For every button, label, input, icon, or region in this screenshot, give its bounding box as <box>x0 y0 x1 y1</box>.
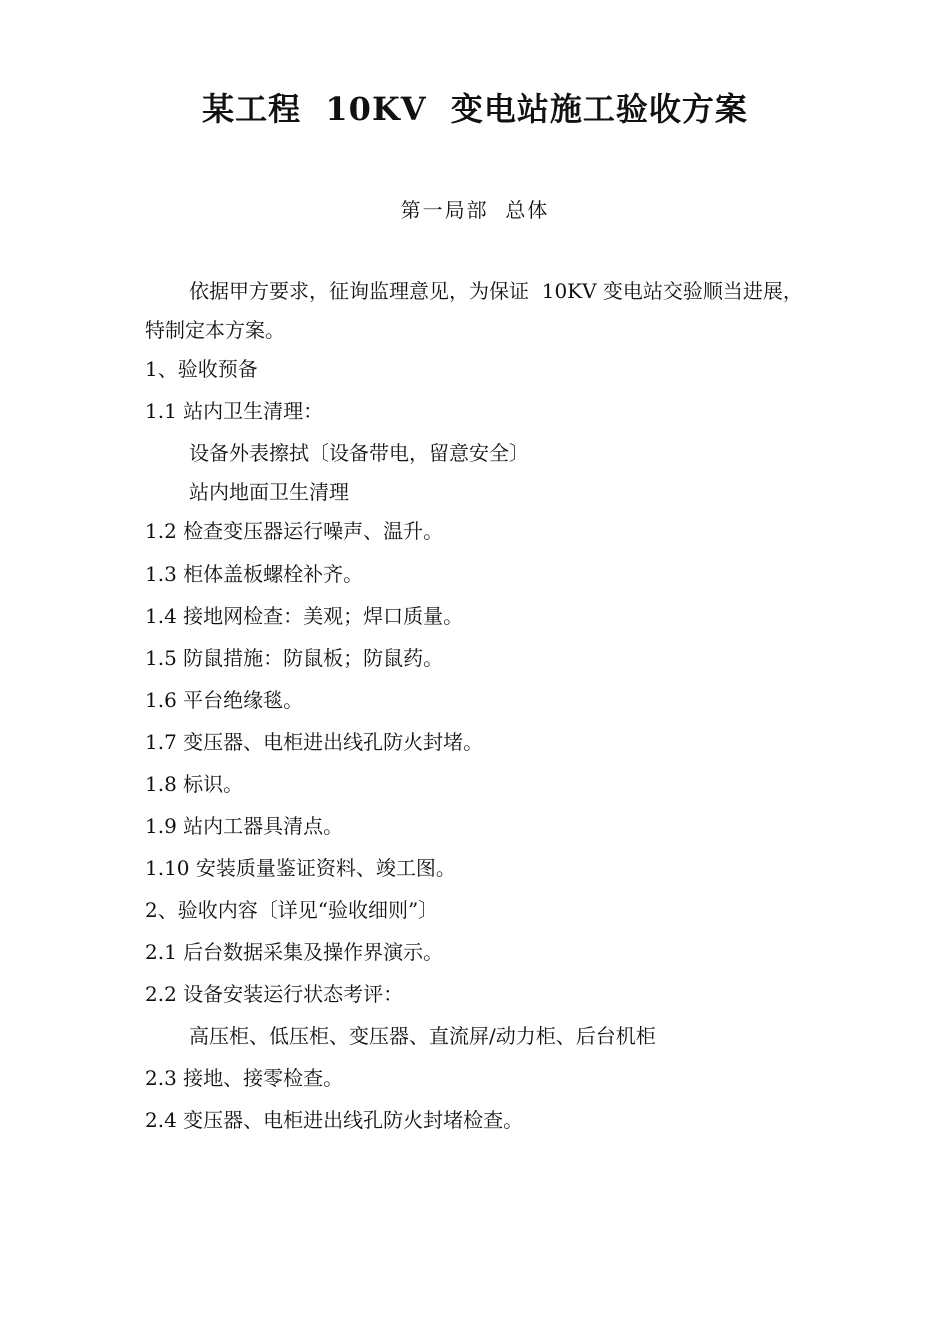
body-line-6: 1.3 柜体盖板螺栓补齐。 <box>145 562 364 586</box>
body-line-12: 1.9 站内工器具清点。 <box>145 814 344 838</box>
body-line-2: 1.1 站内卫生清理： <box>145 399 324 423</box>
body-line-5: 1.2 检查变压器运行噪声、温升。 <box>145 519 444 543</box>
body-line-10: 1.7 变压器、电柜进出线孔防火封堵。 <box>145 730 484 754</box>
body-line-19: 2.4 变压器、电柜进出线孔防火封堵检查。 <box>145 1108 524 1132</box>
document-title: 某工程 10KV 变电站施工验收方案 <box>202 90 748 128</box>
body-line-17: 高压柜、低压柜、变压器、直流屏/动力柜、后台机柜 <box>189 1024 656 1048</box>
body-line-15: 2.1 后台数据采集及操作界演示。 <box>145 940 444 964</box>
body-line-9: 1.6 平台绝缘毯。 <box>145 688 304 712</box>
body-line-13: 1.10 安装质量鉴证资料、竣工图。 <box>145 856 456 880</box>
body-line-4: 站内地面卫生清理 <box>189 480 349 504</box>
body-line-7: 1.4 接地网检查：美观；焊口质量。 <box>145 604 464 628</box>
intro-paragraph: 依据甲方要求，征询监理意见，为保证 10KV 变电站交验顺当进展，特制定本方案。 <box>145 279 803 342</box>
body-line-3: 设备外表擦拭〔设备带电，留意安全〕 <box>189 441 529 465</box>
body-line-11: 1.8 标识。 <box>145 772 244 796</box>
body-line-16: 2.2 设备安装运行状态考评： <box>145 982 404 1006</box>
body-line-18: 2.3 接地、接零检查。 <box>145 1066 344 1090</box>
section-title: 第一局部 总体 <box>400 198 550 222</box>
body-line-14: 2、验收内容〔详见“验收细则”〕 <box>145 898 439 922</box>
body-line-1: 1、验收预备 <box>145 357 258 381</box>
body-line-8: 1.5 防鼠措施：防鼠板；防鼠药。 <box>145 646 444 670</box>
